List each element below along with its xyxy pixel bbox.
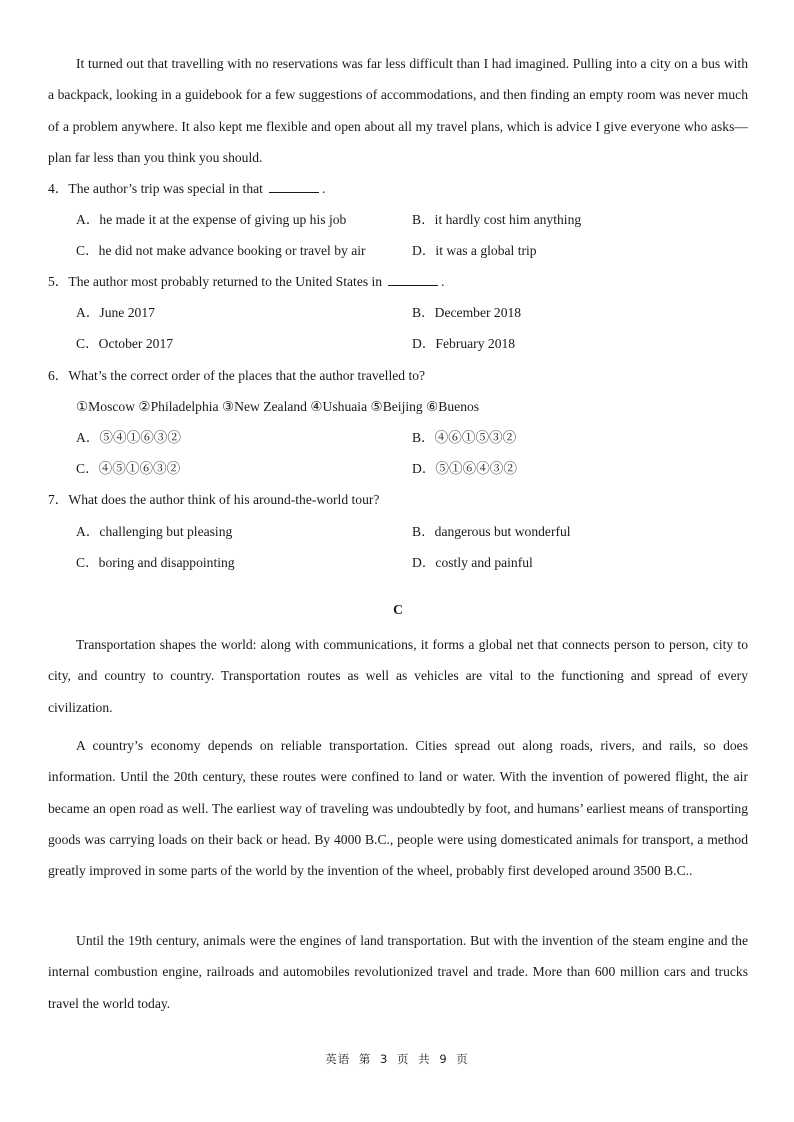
option-label: C．	[76, 461, 99, 476]
option-label: A．	[76, 305, 100, 320]
option-label: D．	[412, 555, 436, 570]
question-6	[48, 366, 748, 386]
option-label: A．	[76, 524, 100, 539]
question-4	[48, 179, 748, 199]
option-text: ⑤④①⑥③②	[99, 430, 181, 445]
option-text: June 2017	[99, 305, 155, 320]
question-tail: .	[321, 181, 326, 196]
footer-subject: 英语	[325, 1052, 351, 1066]
option-text: February 2018	[435, 336, 516, 351]
footer-page-number: 3	[380, 1052, 389, 1066]
option-text: he made it at the expense of giving up his job	[99, 212, 347, 227]
option-label: A．	[76, 430, 100, 445]
option-text: December 2018	[434, 305, 522, 320]
option-text: October 2017	[98, 336, 174, 351]
question-stem: The author’s trip was special in that	[68, 181, 263, 196]
option-label: C．	[76, 555, 99, 570]
option-c	[76, 241, 366, 261]
option-text: ④⑥①⑤③②	[434, 430, 517, 445]
question-7	[48, 490, 748, 510]
option-label: C．	[76, 243, 99, 258]
option-a	[76, 303, 155, 323]
question-number: 5．	[48, 274, 69, 289]
option-label: D．	[412, 336, 436, 351]
option-text: it was a global trip	[435, 243, 537, 258]
footer-text: 页	[456, 1052, 469, 1066]
option-c	[76, 553, 235, 573]
option-b	[412, 303, 521, 323]
option-text: boring and disappointing	[98, 555, 235, 570]
option-c	[76, 334, 173, 354]
question-stem: What does the author think of his around-the-world tour?	[68, 492, 380, 507]
question-5	[48, 272, 748, 292]
footer-text: 第	[358, 1052, 372, 1066]
footer-text: 页	[397, 1052, 410, 1066]
option-label: B．	[412, 305, 435, 320]
answer-blank	[269, 180, 319, 193]
option-text: ⑤①⑥④③②	[435, 461, 517, 476]
page-footer	[0, 1050, 794, 1068]
option-label: B．	[412, 524, 435, 539]
option-d	[412, 334, 515, 354]
option-text: it hardly cost him anything	[434, 212, 582, 227]
passage-b-final-paragraph: It turned out that travelling with no reservations was far less difficult than I had imagined. Pulling into a city on a bus with a backpack, looking in a guidebook for a few suggestions of accommodations, and then finding an empty room was never much of a problem anywhere. It also kept me flexible and open about all my travel plans, which is advice I give everyone who asks—plan far less than you think you should.	[48, 56, 748, 165]
question-number: 7．	[48, 492, 69, 507]
option-b	[412, 210, 581, 230]
option-label: D．	[412, 243, 436, 258]
option-b	[412, 428, 516, 448]
option-d	[412, 241, 537, 261]
footer-text: 共	[418, 1052, 431, 1066]
option-d	[412, 553, 533, 573]
option-a	[76, 210, 346, 230]
option-a	[76, 428, 181, 448]
question-stem: What’s the correct order of the places that the author travelled to?	[68, 368, 426, 383]
option-text: he did not make advance booking or travel by air	[98, 243, 366, 258]
option-c	[76, 459, 180, 479]
option-d	[412, 459, 517, 479]
option-label: B．	[412, 430, 435, 445]
section-c-paragraph-2: A country’s economy depends on reliable transportation. Cities spread out along roads, rivers, and rails, so does information. Until the 20th century, these routes were confined to land or water. With the invention of powered flight, the air became an open road as well. The earliest way of traveling was undoubtedly by foot, and humans’ earliest means of transporting goods was carrying loads on their back or head. By 4000 B.C., people were using domesticated animals for transport, a method greatly improved in some parts of the world by the invention of the wheel, probably first developed around 3500 B.C..	[48, 738, 748, 879]
option-label: B．	[412, 212, 435, 227]
option-label: D．	[412, 461, 436, 476]
option-text: ④⑤①⑥③②	[98, 461, 181, 476]
place-list: ①Moscow ②Philadelphia ③New Zealand ④Ushuaia ⑤Beijing ⑥Buenos	[76, 399, 480, 414]
option-text: dangerous but wonderful	[434, 524, 571, 539]
option-b	[412, 522, 571, 542]
answer-blank	[388, 273, 438, 286]
question-stem: The author most probably returned to the United States in	[68, 274, 383, 289]
option-label: A．	[76, 212, 100, 227]
option-label: C．	[76, 336, 99, 351]
question-number: 6．	[48, 368, 69, 383]
option-text: costly and painful	[435, 555, 533, 570]
section-heading: C	[393, 602, 403, 617]
option-a	[76, 522, 232, 542]
question-number: 4．	[48, 181, 69, 196]
section-c-paragraph-1: Transportation shapes the world: along with communications, it forms a global net that connects person to person, city to city, and country to country. Transportation routes as well as vehicles are vital to the functioning and spread of every civilization.	[48, 637, 748, 715]
question-tail: .	[441, 274, 445, 289]
section-c-paragraph-3: Until the 19th century, animals were the engines of land transportation. But with the invention of the steam engine and the internal combustion engine, railroads and automobiles revolutionized travel and trade. More than 600 million cars and trucks travel the world today.	[48, 933, 748, 1011]
footer-total-pages: 9	[439, 1052, 448, 1066]
option-text: challenging but pleasing	[99, 524, 233, 539]
